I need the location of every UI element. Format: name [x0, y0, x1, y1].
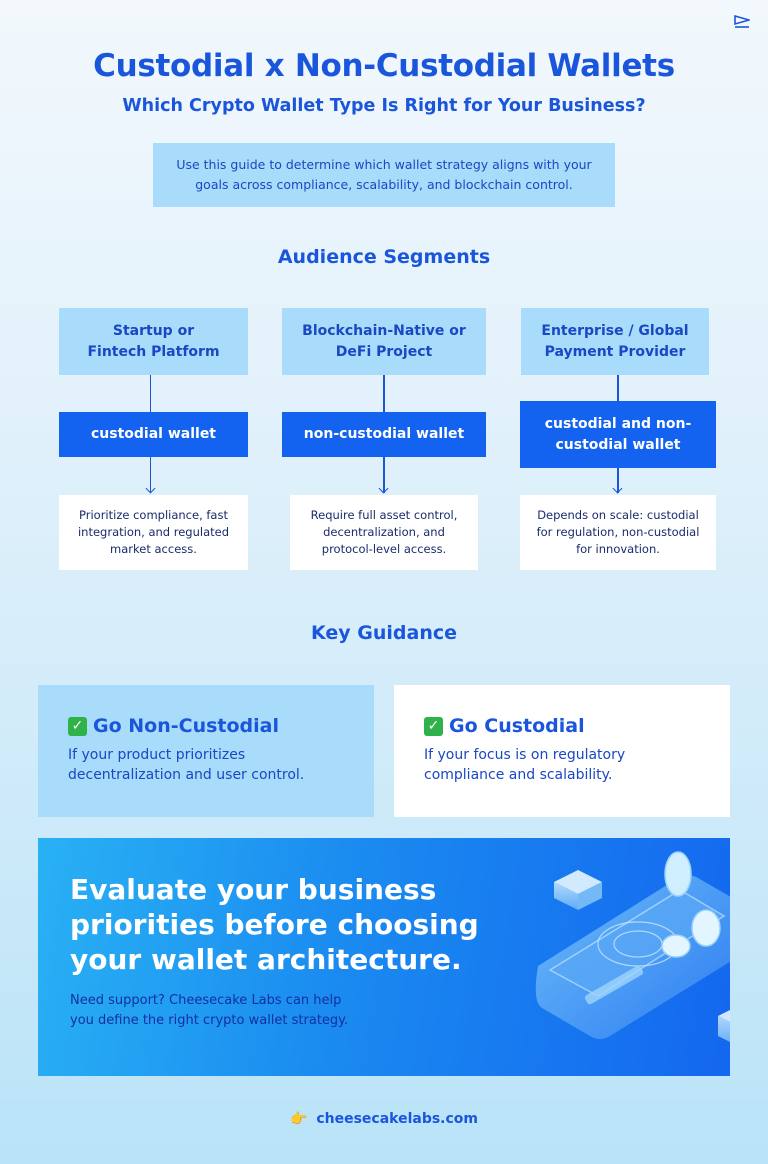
checkmark-icon: ✓	[68, 717, 87, 736]
cta-headline-line: Evaluate your business	[70, 873, 437, 906]
segment-name-line: DeFi Project	[335, 343, 433, 360]
cta-sub-line: you define the right crypto wallet strategy.	[70, 1013, 349, 1028]
intro-line: Use this guide to determine which wallet strategy aligns with your	[176, 157, 592, 172]
arrow-down-icon	[145, 484, 155, 494]
segment-name-line: Fintech Platform	[87, 343, 220, 360]
segment-box-enterprise	[521, 308, 709, 375]
guidance-text-line: If your product prioritizes	[68, 747, 246, 763]
segment-desc-enterprise	[520, 495, 716, 570]
segment-box-defi	[282, 308, 486, 375]
desc-line: Prioritize compliance, fast	[79, 508, 228, 522]
footer-url: cheesecakelabs.com	[316, 1111, 478, 1127]
phone-illustration-icon	[498, 838, 730, 1076]
arrow-down-icon	[613, 484, 623, 494]
arrow-down-icon	[379, 484, 389, 494]
segment-name-line: Blockchain-Native or	[302, 322, 466, 339]
guidance-heading: Go Non-Custodial	[93, 715, 279, 737]
desc-line: Depends on scale: custodial	[537, 508, 699, 522]
segment-name-line: Payment Provider	[544, 343, 686, 360]
wallet-label-line: custodial and non-	[544, 415, 692, 432]
cta-subtext	[70, 991, 400, 1031]
cta-banner	[38, 838, 730, 1076]
segment-name-line: Startup or	[112, 322, 195, 339]
cta-headline-line: priorities before choosing	[70, 908, 479, 941]
desc-line: integration, and regulated	[77, 525, 230, 539]
guidance-text-line: If your focus is on regulatory	[424, 747, 626, 763]
desc-line: Require full asset control,	[310, 508, 458, 522]
desc-line: market access.	[110, 542, 197, 556]
page-subtitle: Which Crypto Wallet Type Is Right for Your Business?	[122, 96, 646, 116]
segment-desc-defi	[290, 495, 478, 570]
wallet-label-line: non-custodial wallet	[303, 426, 465, 442]
guidance-heading: Go Custodial	[449, 715, 585, 737]
guidance-text-line: decentralization and user control.	[68, 767, 305, 783]
cta-sub-line: Need support? Cheesecake Labs can help	[70, 993, 342, 1008]
brand-logo-icon	[734, 14, 750, 30]
footer-link[interactable]	[0, 1111, 768, 1127]
segment-desc-startup	[59, 495, 248, 570]
wallet-box-both	[520, 401, 716, 468]
intro-line: goals across compliance, scalability, and blockchain control.	[195, 177, 573, 192]
wallet-label-line: custodial wallet	[555, 436, 681, 453]
cta-headline	[70, 872, 500, 977]
page-title: Custodial x Non-Custodial Wallets	[93, 48, 675, 84]
intro-box	[153, 143, 615, 207]
wallet-label-line: custodial wallet	[90, 426, 216, 442]
cta-headline-line: your wallet architecture.	[70, 943, 462, 976]
segments-title: Audience Segments	[277, 246, 491, 268]
guidance-text-line: compliance and scalability.	[424, 767, 613, 783]
connector-line	[150, 375, 152, 412]
connector-line	[617, 375, 619, 401]
wallet-box-non-custodial	[282, 412, 486, 457]
guidance-card-non-custodial	[38, 685, 374, 817]
desc-line: decentralization, and	[323, 525, 445, 539]
segment-name-line: Enterprise / Global	[541, 322, 689, 339]
pointing-hand-icon: 👉	[290, 1111, 308, 1127]
checkmark-icon: ✓	[424, 717, 443, 736]
segment-box-startup	[59, 308, 248, 375]
desc-line: protocol-level access.	[321, 542, 447, 556]
desc-line: for regulation, non-custodial	[536, 525, 700, 539]
desc-line: for innovation.	[576, 542, 660, 556]
guidance-title: Key Guidance	[310, 622, 457, 644]
wallet-box-custodial	[59, 412, 248, 457]
connector-line	[383, 375, 385, 412]
guidance-card-custodial	[394, 685, 730, 817]
